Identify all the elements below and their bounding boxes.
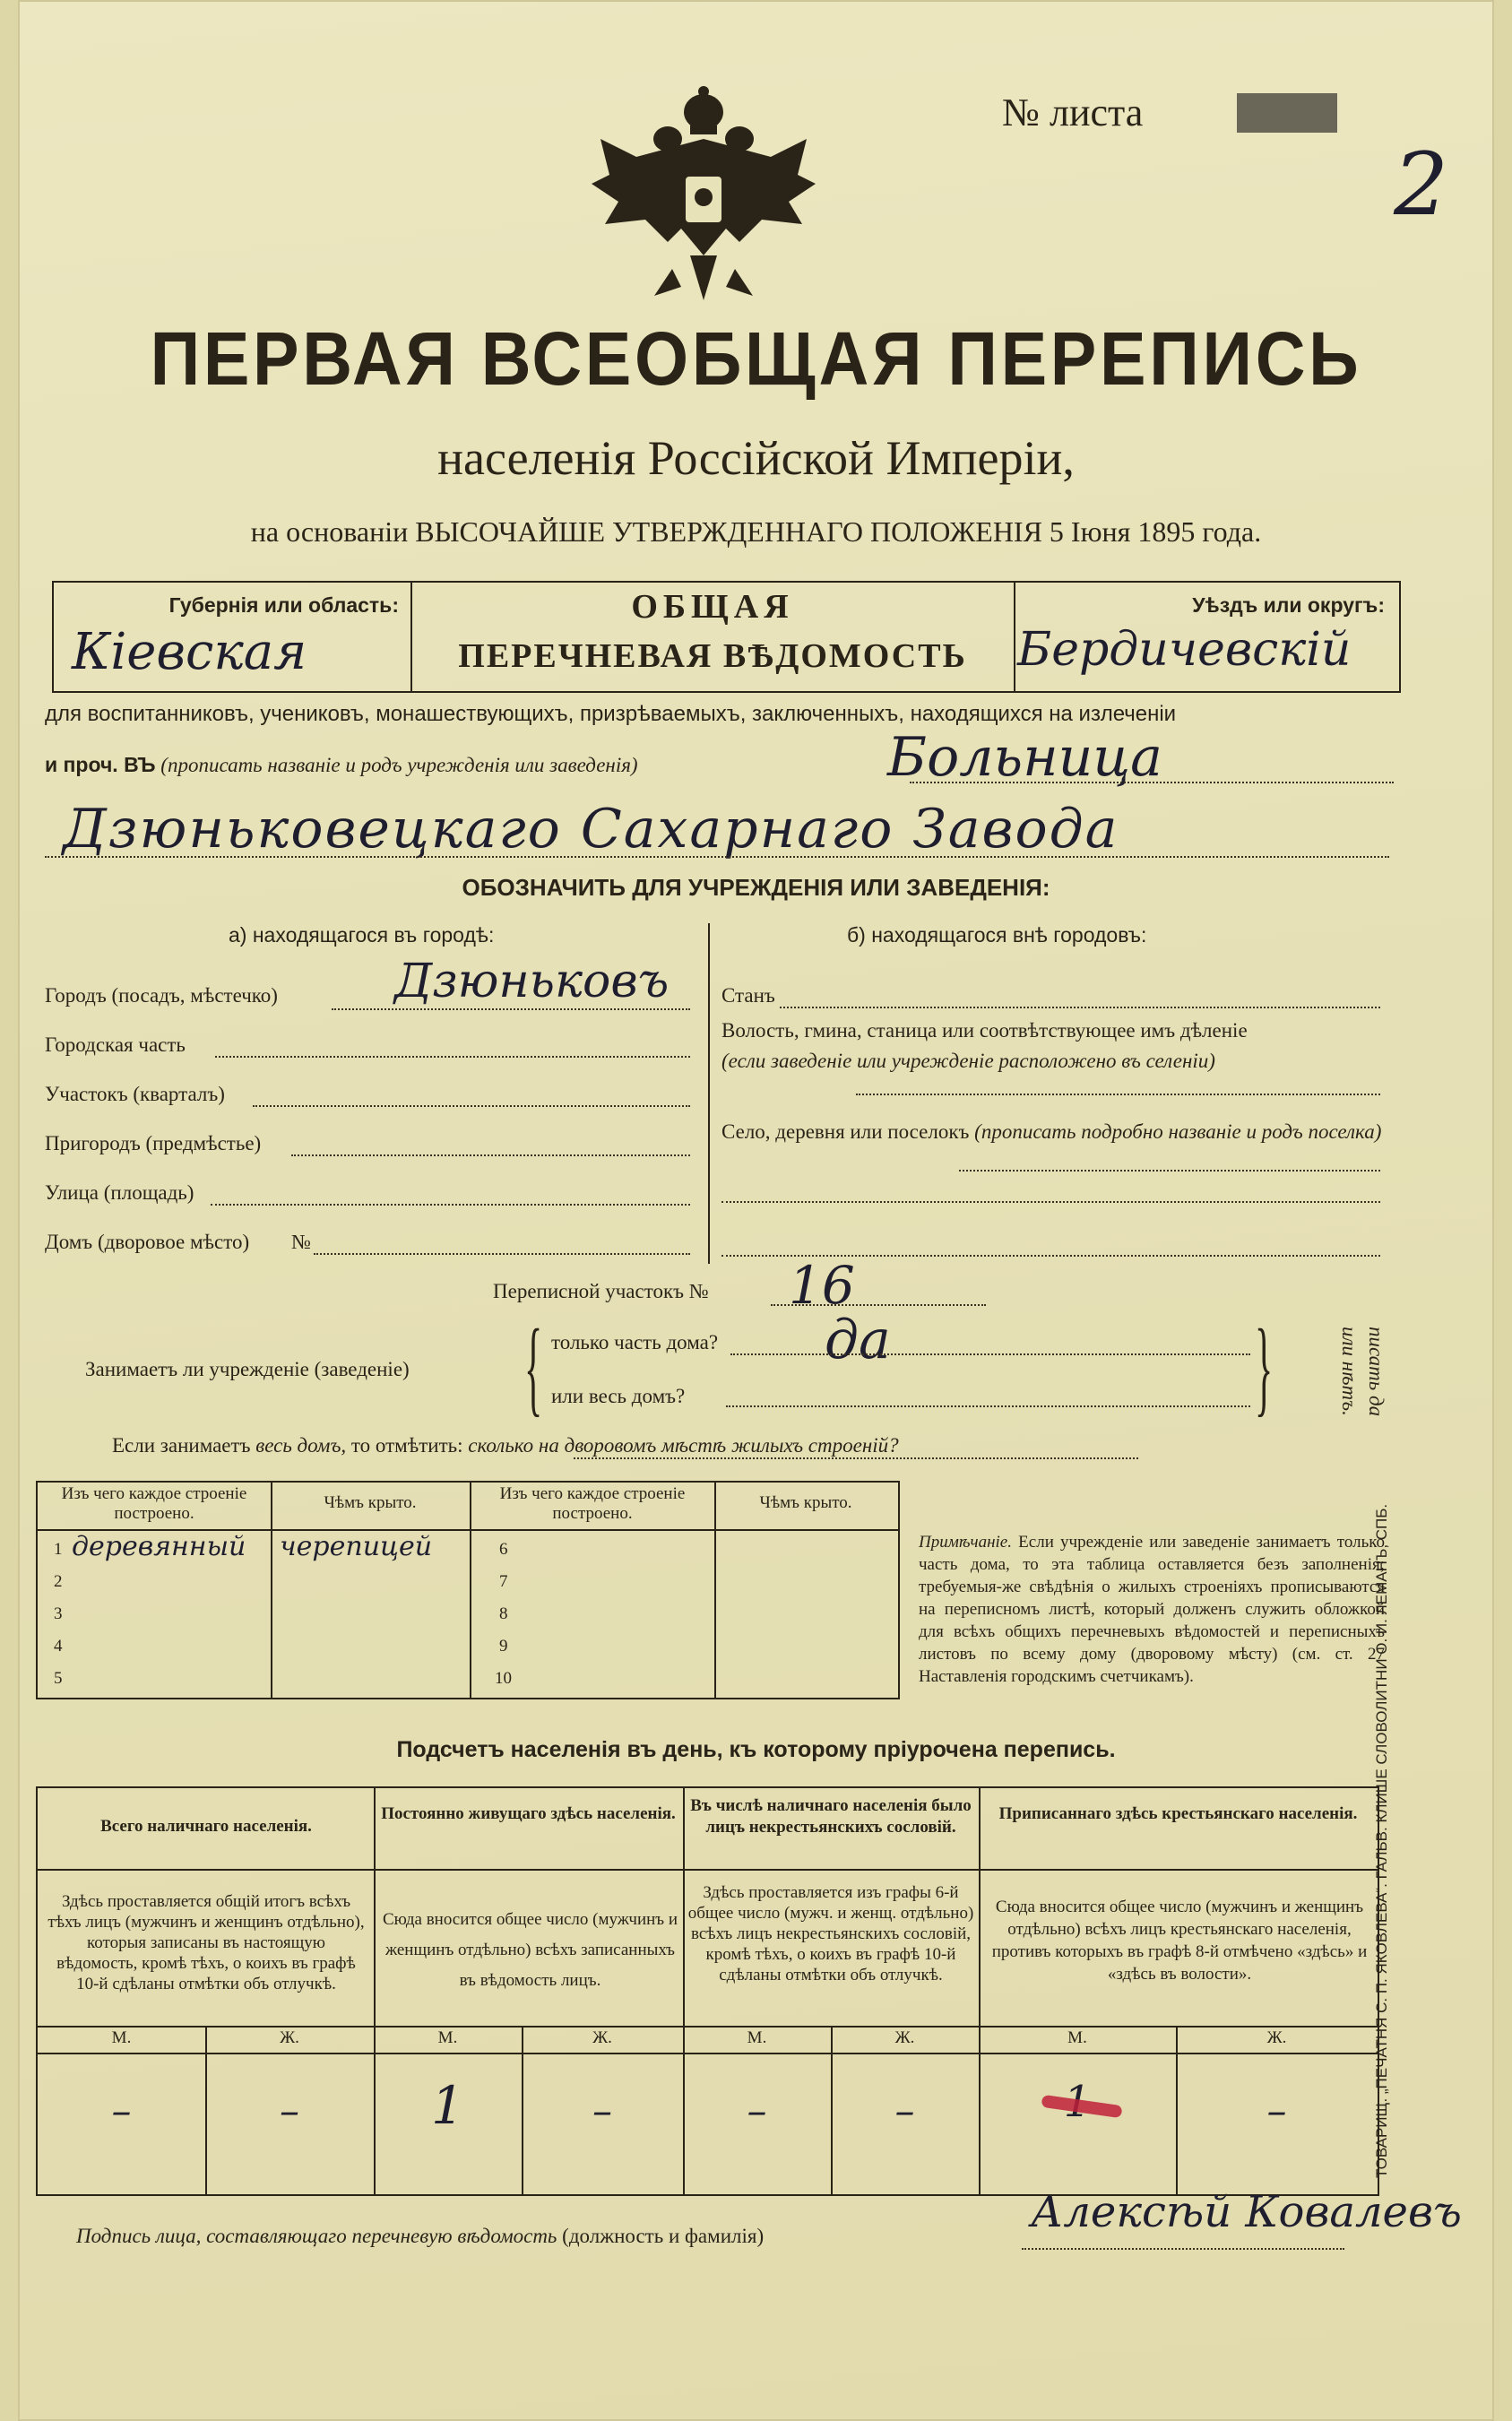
pop-3-m: – [747,2088,767,2134]
table-row: 4 [54,1637,63,1656]
margin-number: 2 [1394,134,1449,235]
pop-2-f: – [592,2088,612,2134]
imperial-eagle-icon [583,76,825,309]
outside-city-heading: б) находящагося внѣ городовъ: [847,923,1147,947]
precinct-label: Участокъ (кварталъ) [45,1083,225,1105]
census-area-value: 16 [789,1255,855,1316]
buildings-question: Если занимаетъ весь домъ, то отмѣтить: сколько на дворовомъ мѣстѣ жилыхъ строеній? [112,1434,899,1457]
pop-col-3-desc: Здѣсь проставляется изъ графы 6-й общее число (мужч. и женщ. отдѣльно) всѣхъ лицъ некрестьянскихъ сословій, кромѣ тѣхъ, о коихъ въ графѣ 10-й сдѣланы отмѣтки объ отлучкѣ. [687,1883,974,1984]
pop-1-m: – [111,2088,132,2134]
population-heading: Подсчетъ населенія въ день, къ которому пріурочена перепись. [396,1737,1116,1762]
m-label: М. [1067,2028,1087,2047]
f-label: Ж. [1266,2028,1287,2047]
page-title: ПЕРВАЯ ВСЕОБЩАЯ ПЕРЕПИСЬ [150,316,1362,401]
part-label: только часть дома? [551,1331,719,1353]
f-label: Ж. [592,2028,612,2047]
occupies-label: Занимаетъ ли учрежденіе (заведеніе) [85,1358,410,1380]
col-roof-header-2: Чѣмъ крыто. [759,1493,852,1512]
uezd-value: Бердичевскій [1017,623,1352,677]
in-city-heading: а) находящагося въ городѣ: [229,923,495,947]
volost-note: (если заведеніе или учрежденіе расположено въ селеніи) [721,1050,1215,1072]
street-label: Улица (площадь) [45,1181,194,1204]
city-label: Городъ (посадъ, мѣстечко) [45,984,278,1007]
table-row: 8 [499,1604,508,1623]
buildings-table [36,1481,900,1699]
signature-value: Алексѣй Ковалевъ [1031,2187,1462,2237]
house-no: № [291,1231,311,1253]
house-label: Домъ (дворовое мѣсто) [45,1231,250,1253]
f-label: Ж. [280,2028,299,2047]
basis-line: на основаніи ВЫСОЧАЙШЕ УТВЕРЖДЕННАГО ПОЛОЖЕНІЯ 5 Іюня 1895 года. [250,515,1262,548]
pop-2-m: 1 [431,2075,464,2136]
gubernia-value: Кіевская [72,623,307,681]
col-material-header-2: Изъ чего каждое строеніе построено. [499,1484,686,1523]
census-sheet [18,0,1494,2421]
m-label: М. [437,2028,458,2047]
m-label: М. [747,2028,767,2047]
row-1-roof: черепицей [280,1531,433,1562]
table-row: 10 [495,1669,512,1688]
city-value: Дзюньковъ [394,955,670,1008]
note: Примѣчаніе. Если учрежденіе или заведеніе занимаетъ только часть дома, то эта таблица оставляется безъ заполненія; требуемыя-же свѣдѣнія о жилыхъ строеніяхъ прописываются на переписномъ листѣ, который долженъ служить обложкой для всѣхъ общихъ перечневыхъ вѣдомостей и переписныхъ листовъ по всему дому (дворовому мѣсту) (см. ст. 27 Наставленія городскимъ счетчикамъ). [919,1533,1385,1686]
district-label: Городская часть [45,1033,186,1056]
designate-heading: ОБОЗНАЧИТЬ ДЛЯ УЧРЕЖДЕНІЯ ИЛИ ЗАВЕДЕНІЯ: [462,874,1050,901]
sheet-number-label: № листа [1002,91,1144,134]
whole-label: или весь домъ? [551,1385,686,1407]
occupies-brace: { [524,1307,543,1426]
purpose-line: для воспитанниковъ, учениковъ, монашествующихъ, призрѣваемыхъ, заключенныхъ, находящихся на излеченіи [45,702,1177,726]
institution-value-2: Дзюньковецкаго Сахарнаго Завода [63,798,1119,860]
village-line: Село, деревня или поселокъ (прописать подробно названіе и родъ поселка) [721,1120,1382,1143]
stan-label: Станъ [721,984,775,1007]
m-label: М. [111,2028,132,2047]
table-row: 6 [499,1540,508,1559]
table-row: 1 [54,1540,63,1559]
pop-col-2-desc: Сюда вносится общее число (мужчинъ и женщинъ отдѣльно) всѣхъ записанныхъ въ вѣдомость лицъ. [382,1910,678,1990]
occupies-brace-right: } [1255,1307,1274,1426]
volost-label: Волость, гмина, станица или соотвѣтствующее имъ дѣленіе [721,1019,1248,1042]
f-label: Ж. [894,2028,915,2047]
pop-col-4-title: Приписаннаго здѣсь крестьянскаго населенія. [998,1804,1358,1823]
pop-3-f: – [894,2088,915,2134]
institution-value-1: Больница [887,726,1162,789]
institution-line: и проч. ВЪ (прописать названіе и родъ учрежденія или заведенія) [45,753,638,776]
sheet-number-redaction [1237,93,1337,133]
gubernia-label: Губернія или область: [168,593,399,617]
printer-imprint: ТОВАРИЩ. „ПЕЧАТНЯ С. П. ЯКОВЛЕВА“. ГАЛЬВ. КЛИШЕ СЛОВОЛИТНИ О. И. ЛЕМАНЪ, СПБ. [1373,1503,1390,2178]
pop-col-4-desc: Сюда вносится общее число (мужчинъ и женщинъ отдѣльно) всѣхъ лицъ крестьянскаго населенія, противъ которыхъ въ графѣ 8-й отмѣчено «здѣсь» и «здѣсь въ волости». [991,1898,1368,1984]
pop-col-1-title: Всего наличнаго населенія. [100,1817,312,1836]
form-title-2: ПЕРЕЧНЕВАЯ ВѢДОМОСТЬ [458,637,967,675]
page-subtitle: населенія Россійской Имперіи, [437,431,1075,485]
table-row: 9 [499,1637,508,1656]
uezd-label: Уѣздъ или округъ: [1192,593,1385,617]
row-1-material: деревянный [72,1531,246,1562]
suburb-label: Пригородъ (предмѣстье) [45,1132,262,1154]
col-roof-header: Чѣмъ крыто. [324,1493,417,1512]
col-material-header: Изъ чего каждое строеніе построено. [61,1484,247,1523]
table-row: 7 [499,1572,508,1591]
part-value: да [825,1309,891,1371]
form-title-1: ОБЩАЯ [631,588,794,626]
pop-col-1-desc: Здѣсь проставляется общій итогъ всѣхъ тѣхъ лицъ (мужчинъ и женщинъ отдѣльно), которыя записаны въ настоящую вѣдомость, кромѣ тѣхъ, о коихъ въ графѣ 10-й сдѣланы отмѣтки объ отлучкѣ. [48,1892,365,1993]
census-area-label: Переписной участокъ № [493,1280,709,1302]
occupies-side-note: писать да или нѣтъ. [1338,1327,1387,1417]
signature-label: Подпись лица, составляющаго перечневую вѣдомость (должность и фамилія) [76,2225,765,2247]
table-row: 2 [54,1572,63,1591]
pop-col-3-title: Въ числѣ наличнаго населенія было лицъ некрестьянскихъ сословій. [690,1796,972,1837]
pop-1-f: – [280,2088,299,2134]
table-row: 3 [54,1604,63,1623]
pop-4-f: – [1266,2088,1287,2134]
table-row: 5 [54,1669,63,1688]
pop-col-2-title: Постоянно живущаго здѣсь населенія. [381,1804,676,1823]
population-table [36,1786,1379,2196]
